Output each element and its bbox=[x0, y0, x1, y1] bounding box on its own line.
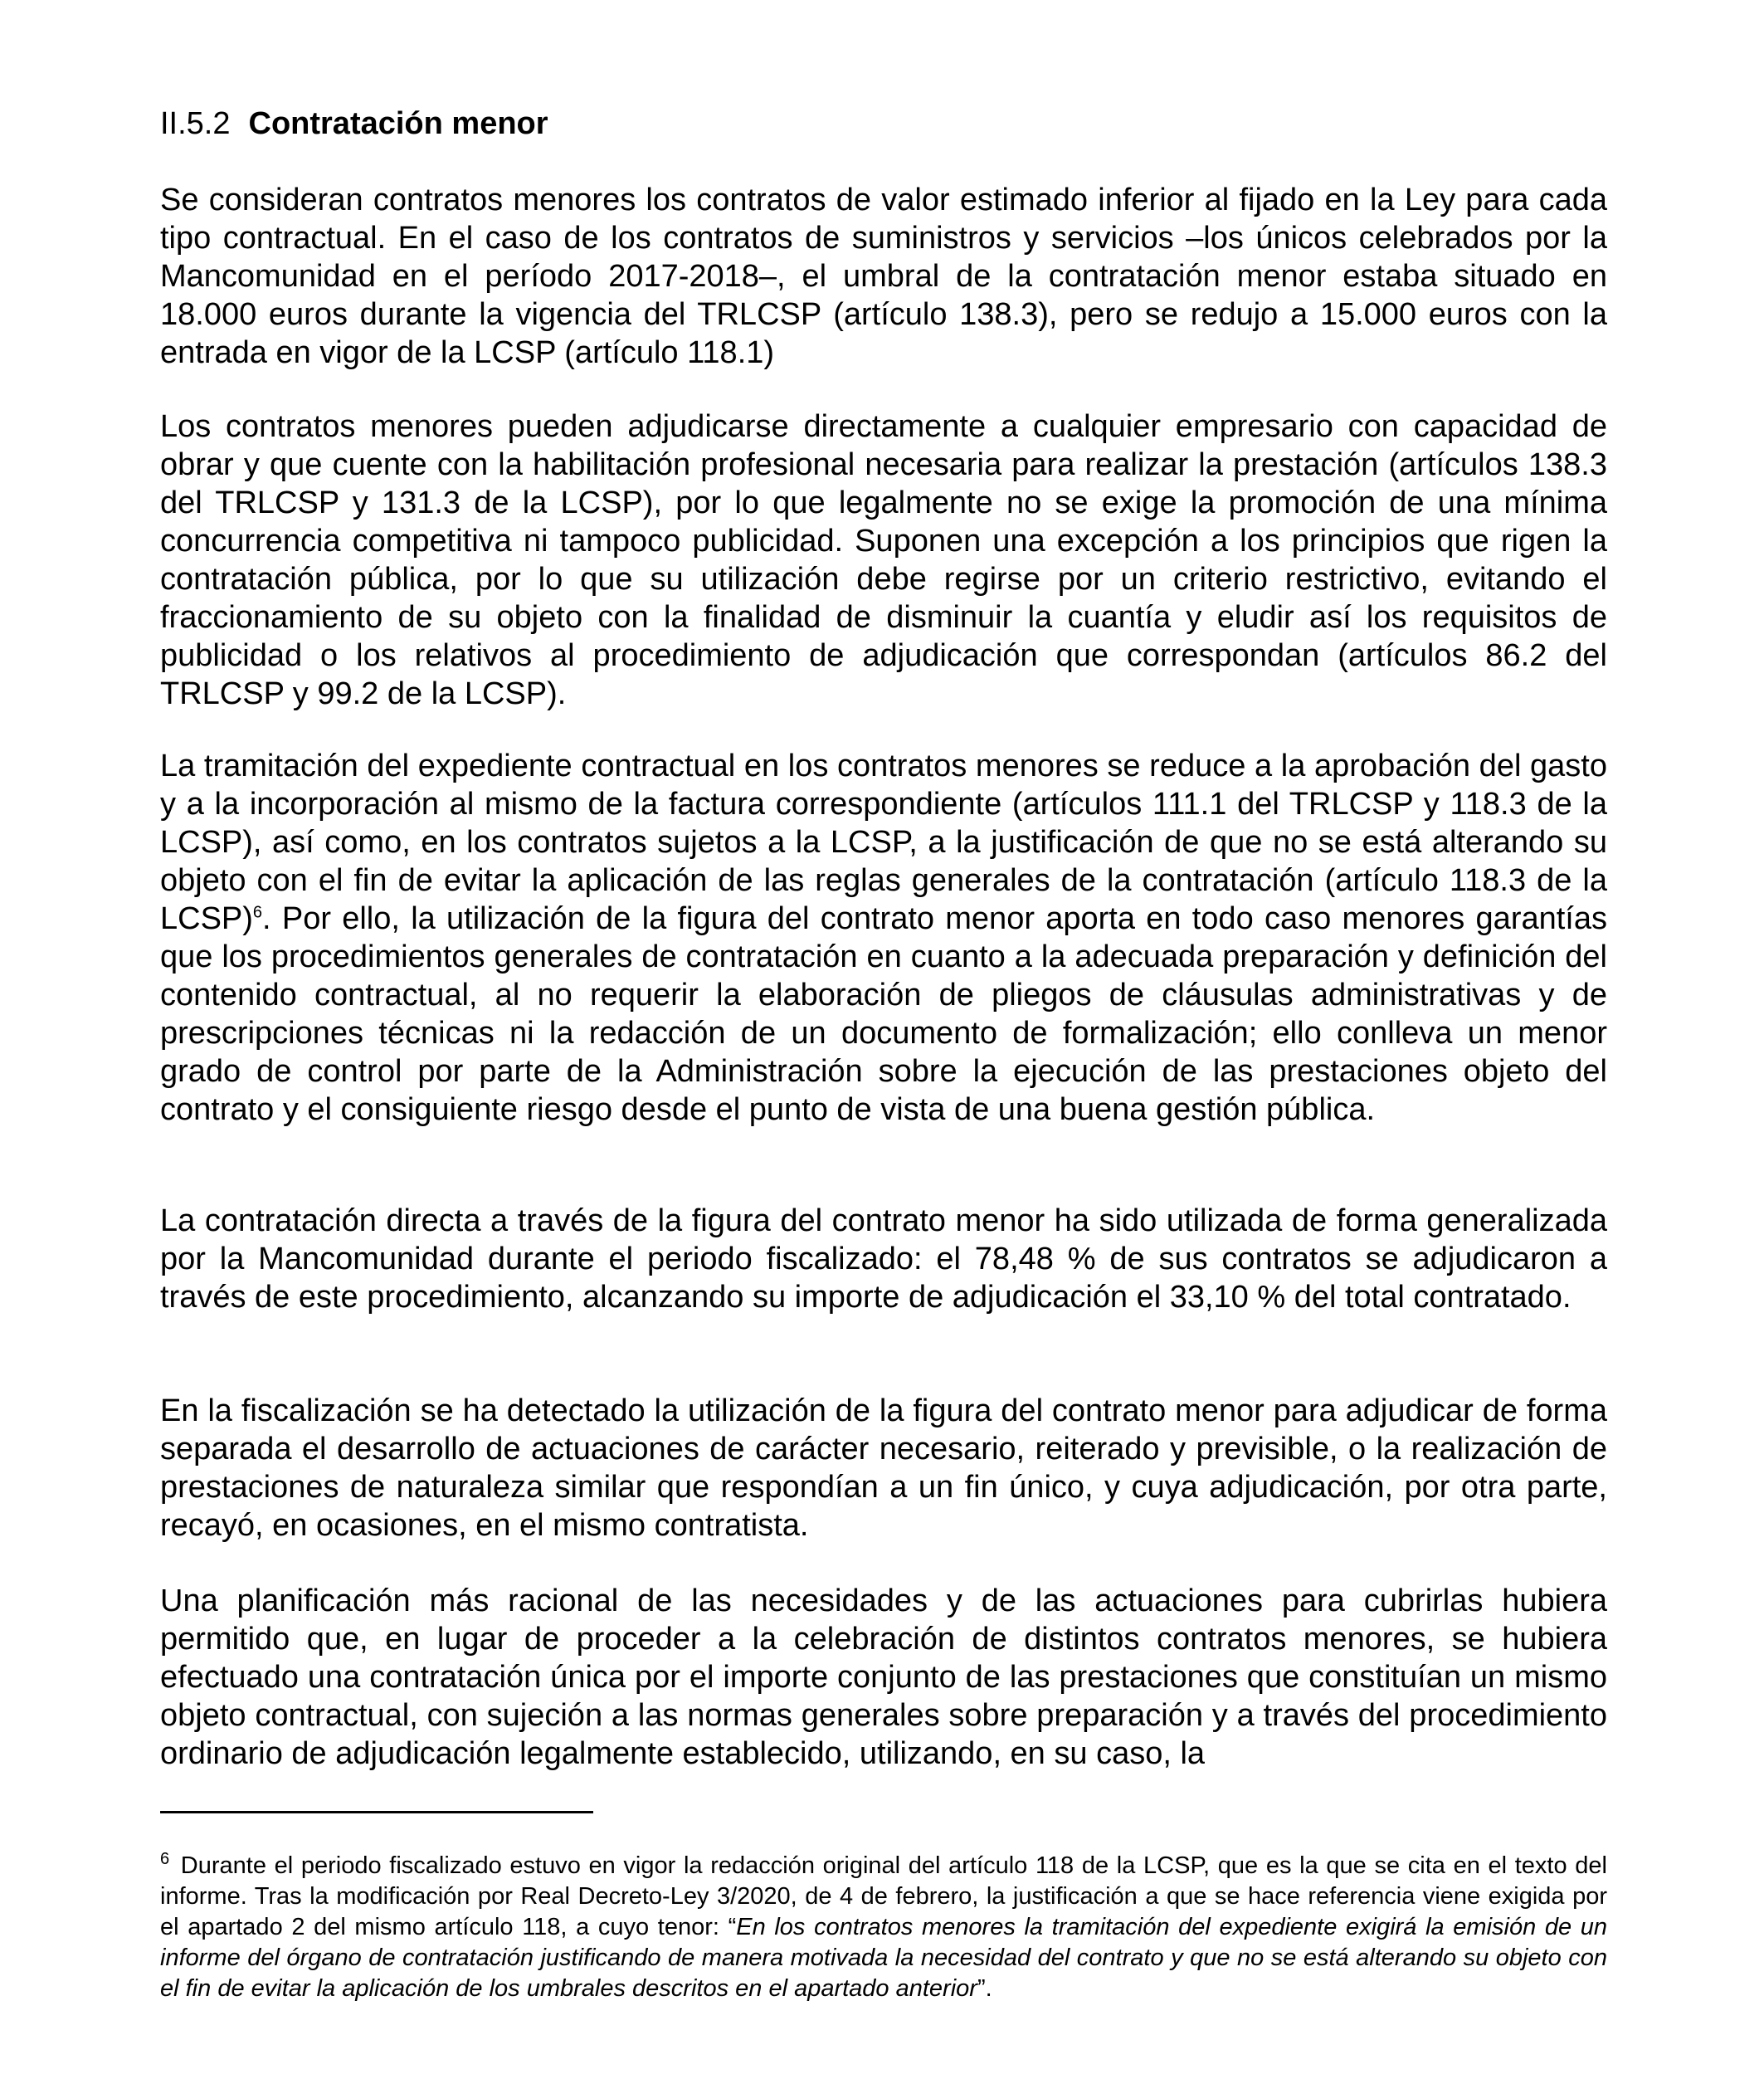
paragraph-2: Los contratos menores pueden adjudicarse directamente a cualquier empresario con capacidad de obrar y que cuente con la habilitación profesional necesaria para realizar la prestación (artículos 138.3 del TRLCSP y 131.3 de la LCSP), por lo que legalmente no se exige la promoción de una mínima concurrencia competitiva ni tampoco publicidad. Suponen una excepción a los principios que rigen la contratación pública, por lo que su utilización debe regirse por un criterio restrictivo, evitando el fraccionamiento de su objeto con la finalidad de disminuir la cuantía y eludir así los requisitos de publicidad o los relativos al procedimiento de adjudicación que correspondan (artículos 86.2 del TRLCSP y 99.2 de la LCSP). bbox=[160, 409, 1607, 711]
footnote-mark: 6 bbox=[160, 1850, 170, 1869]
section-title: Contratación menor bbox=[248, 106, 548, 141]
paragraph-3-part-2: . Por ello, la utilización de la figura del contrato menor aporta en todo caso menores garantías que los procedimientos generales de contratación en cuanto a la adecuada preparación y definición del contenido contractual, al no requerir la elaboración de pliegos de cláusulas administrativas y de prescripciones técnicas ni la redacción de un documento de formalización; ello conlleva un menor grado de control por parte de la Administración sobre la ejecución de las prestaciones objeto del contrato y el consiguiente riesgo desde el punto de vista de una buena gestión pública. bbox=[160, 901, 1607, 1127]
paragraph-6: Una planificación más racional de las necesidades y de las actuaciones para cubrirlas hubiera permitido que, en lugar de proceder a la celebración de distintos contratos menores, se hubiera efectuado una contratación única por el importe conjunto de las prestaciones que constituían un mismo objeto contractual, con sujeción a las normas generales sobre preparación y a través del procedimiento ordinario de adjudicación legalmente establecido, utilizando, en su caso, la bbox=[160, 1584, 1607, 1771]
footnote bbox=[160, 1851, 1607, 2004]
footnote-reference[interactable]: 6 bbox=[252, 903, 263, 922]
paragraph-5: En la fiscalización se ha detectado la utilización de la figura del contrato menor para adjudicar de forma separada el desarrollo de actuaciones de carácter necesario, reiterado y previsible, o la realización de prestaciones de naturaleza similar que respondían a un fin único, y cuya adjudicación, por otra parte, recayó, en ocasiones, en el mismo contratista. bbox=[160, 1393, 1607, 1543]
paragraph-3-part-1: La tramitación del expediente contractual en los contratos menores se reduce a la aprobación del gasto y a la incorporación al mismo de la factura correspondiente (artículos 111.1 del TRLCSP y 118.3 de la LCSP), así como, en los contratos sujetos a la LCSP, a la justificación de que no se está alterando su objeto con el fin de evitar la aplicación de las reglas generales de la contratación (artículo 118.3 de la LCSP) bbox=[160, 749, 1607, 936]
paragraph-3 bbox=[160, 747, 1607, 1129]
footnote-text: Durante el periodo fiscalizado estuvo en vigor la redacción original del artículo 118 de la LCSP, que es la que se cita en el texto del informe. Tras la modificación por Real Decreto-Ley 3/2020, de 4 de febrero, la justificación a que se hace referencia viene exigida por el apartado 2 del mismo artículo 118, a cuyo tenor: “ bbox=[160, 1852, 1607, 1940]
footnote-quote: En los contratos menores la tramitación del expediente exigirá la emisión de un informe del órgano de contratación justificando de manera motivada la necesidad del contrato y que no se está alterando su objeto con el fin de evitar la aplicación de los umbrales descritos en el apartado anterior bbox=[160, 1914, 1608, 2002]
footnote-end: ”. bbox=[977, 1975, 992, 2002]
section-number: II.5.2 bbox=[160, 106, 231, 141]
paragraph-4: La contratación directa a través de la figura del contrato menor ha sido utilizada de forma generalizada por la Mancomunidad durante el periodo fiscalizado: el 78,48 % de sus contratos se adjudicaron a través de este procedimiento, alcanzando su importe de adjudicación el 33,10 % del total contratado. bbox=[160, 1203, 1607, 1315]
section-heading bbox=[160, 105, 548, 143]
paragraph-1: Se consideran contratos menores los contratos de valor estimado inferior al fijado en la Ley para cada tipo contractual. En el caso de los contratos de suministros y servicios –los únicos celebrados por la Mancomunidad en el período 2017-2018–, el umbral de la contratación menor estaba situado en 18.000 euros durante la vigencia del TRLCSP (artículo 138.3), pero se redujo a 15.000 euros con la entrada en vigor de la LCSP (artículo 118.1) bbox=[160, 183, 1607, 370]
footnote-separator bbox=[160, 1811, 593, 1813]
